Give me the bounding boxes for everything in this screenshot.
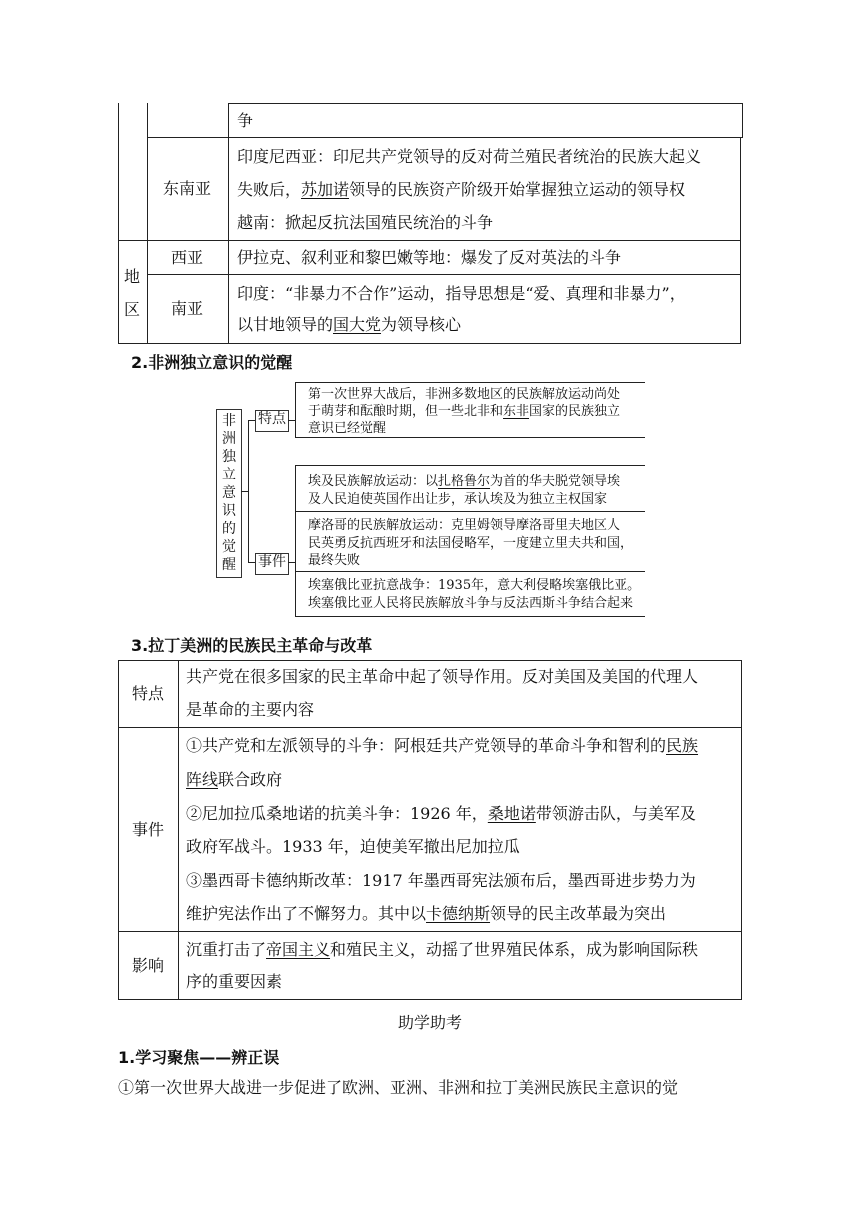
body-text: ①第一次世界大战进一步促进了欧洲、亚洲、非洲和拉丁美洲民族民主意识的觉 xyxy=(118,1078,679,1097)
row-label: 特点 xyxy=(132,684,165,703)
table-cell-text: 失败后，苏加诺领导的民族资产阶级开始掌握独立运动的领导权 xyxy=(237,180,686,199)
section-heading: 1.学习聚焦——辨正误 xyxy=(118,1048,280,1067)
table-cell-text: 以甘地领导的国大党为领导核心 xyxy=(237,315,462,334)
table-cell-text: 印度：“非暴力不合作”运动，指导思想是“爱、真理和非暴力”， xyxy=(237,284,686,303)
event-text: 埃塞俄比亚抗意战争：1935年，意大利侵略埃塞俄比亚。 xyxy=(308,578,641,593)
event-text: 摩洛哥的民族解放运动：克里姆领导摩洛哥里夫地区人 xyxy=(308,518,621,533)
row-label: 事件 xyxy=(132,820,165,839)
table-cell-text: ②尼加拉瓜桑地诺的抗美斗争：1926 年，桑地诺带领游击队，与美军及 xyxy=(186,804,696,823)
branch-label: 特点 xyxy=(258,411,286,427)
trait-text: 第一次世界大战后，非洲多数地区的民族解放运动尚处 xyxy=(308,387,621,402)
event-text: 埃塞俄比亚人民将民族解放斗争与反法西斯斗争结合起来 xyxy=(308,596,634,611)
branch-label: 事件 xyxy=(258,554,286,570)
table-cell-text: 争 xyxy=(237,111,254,130)
event-text: 埃及民族解放运动：以扎格鲁尔为首的华夫脱党领导埃 xyxy=(308,474,621,489)
table-cell-text: ①共产党和左派领导的斗争：阿根廷共产党领导的革命斗争和智利的民族 xyxy=(186,736,699,755)
table-cell-text: 伊拉克、叙利亚和黎巴嫩等地：爆发了反对英法的斗争 xyxy=(237,248,622,267)
root-label: 非 洲 独 立 意 识 的 觉 醒 xyxy=(222,413,236,573)
center-title: 助学助考 xyxy=(398,1013,463,1032)
table-cell-text: 共产党在很多国家的民主革命中起了领导作用。反对美国及美国的代理人 xyxy=(186,667,699,686)
table-cell-text: 是革命的主要内容 xyxy=(186,700,315,719)
table-cell-text: ③墨西哥卡德纳斯改革：1917 年墨西哥宪法颁布后，墨西哥进步势力为 xyxy=(186,871,696,890)
event-text: 及人民迫使英国作出让步，承认埃及为独立主权国家 xyxy=(308,492,608,507)
event-text: 民英勇反抗西班牙和法国侵略军，一度建立里夫共和国， xyxy=(308,536,634,551)
side-label: 地 xyxy=(124,267,141,286)
trait-text: 于萌芽和酝酿时期，但一些北非和东非国家的民族独立 xyxy=(308,404,621,419)
table-cell-text: 沉重打击了帝国主义和殖民主义，动摇了世界殖民体系，成为影响国际秩 xyxy=(186,940,699,959)
table-cell-text: 维护宪法作出了不懈努力。其中以卡德纳斯领导的民主改革最为突出 xyxy=(186,904,667,923)
table-cell-text: 阵线联合政府 xyxy=(186,770,283,789)
table-cell-text: 印度尼西亚：印尼共产党领导的反对荷兰殖民者统治的民族大起义 xyxy=(237,147,702,166)
region-label: 南亚 xyxy=(171,299,204,318)
table-cell-text: 政府军战斗。1933 年，迫使美军撤出尼加拉瓜 xyxy=(186,837,520,856)
row-label: 影响 xyxy=(132,956,165,975)
event-text: 最终失败 xyxy=(308,553,361,568)
region-label: 东南亚 xyxy=(163,179,212,198)
trait-text: 意识已经觉醒 xyxy=(308,421,387,436)
region-label: 西亚 xyxy=(171,248,204,267)
section-heading: 2.非洲独立意识的觉醒 xyxy=(131,353,293,372)
section-heading: 3.拉丁美洲的民族民主革命与改革 xyxy=(131,636,373,655)
table-cell-text: 越南：掀起反抗法国殖民统治的斗争 xyxy=(237,213,494,232)
table-cell-text: 序的重要因素 xyxy=(186,972,283,991)
side-label: 区 xyxy=(124,300,141,319)
